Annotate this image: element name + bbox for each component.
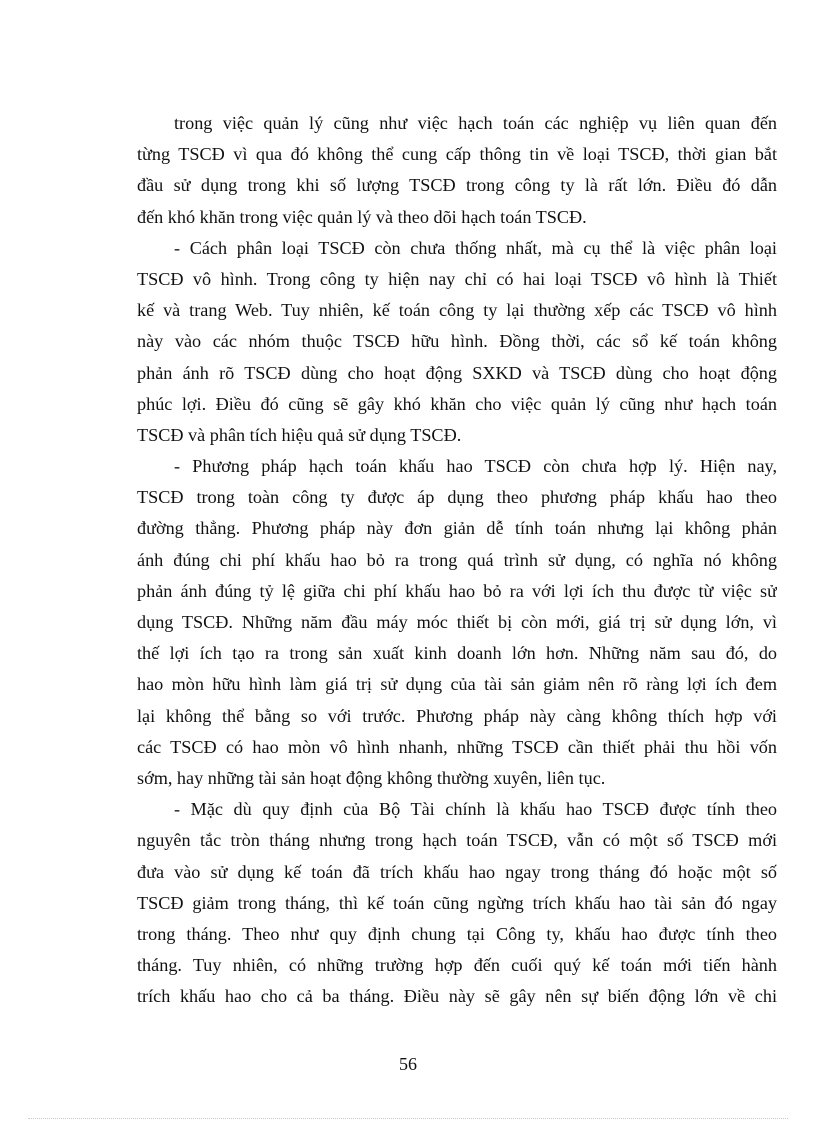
text-line: - Phương pháp hạch toán khấu hao TSCĐ còn chưa hợp lý. Hiện nay, xyxy=(174,456,777,477)
text-line: đến khó khăn trong việc quản lý và theo dõi hạch toán TSCĐ. xyxy=(137,206,587,227)
text-line: này vào các nhóm thuộc TSCĐ hữu hình. Đồng thời, các sổ kế toán không xyxy=(137,331,777,352)
text-line: TSCĐ vô hình. Trong công ty hiện nay chỉ có hai loại TSCĐ vô hình là Thiết xyxy=(137,268,777,289)
text-line: TSCĐ và phân tích hiệu quả sử dụng TSCĐ. xyxy=(137,424,462,445)
page-bottom-divider xyxy=(28,1118,788,1119)
text-line: tháng. Tuy nhiên, có những trường hợp đến cuối quý kế toán mới tiến hành xyxy=(137,955,777,976)
text-line: lại không thể bằng so với trước. Phương pháp này càng không thích hợp với xyxy=(137,705,777,726)
text-line: dụng TSCĐ. Những năm đầu máy móc thiết bị còn mới, giá trị sử dụng lớn, vì xyxy=(137,612,777,632)
text-line: phản ánh rõ TSCĐ dùng cho hoạt động SXKD và TSCĐ dùng cho hoạt động xyxy=(137,362,777,383)
text-line: phúc lợi. Điều đó cũng sẽ gây khó khăn cho việc quản lý cũng như hạch toán xyxy=(137,393,777,414)
paragraph-2 xyxy=(137,233,777,451)
text-line: ánh đúng chi phí khấu hao bỏ ra trong quá trình sử dụng, có nghĩa nó không xyxy=(137,549,777,570)
text-line: nguyên tắc tròn tháng nhưng trong hạch toán TSCĐ, vẫn có một số TSCĐ mới xyxy=(137,830,777,851)
page-number: 56 xyxy=(399,1054,417,1074)
text-line: TSCĐ giảm trong tháng, thì kế toán cũng ngừng trích khấu hao tài sản đó ngay xyxy=(137,892,777,913)
text-line: trong việc quản lý cũng như việc hạch toán các nghiệp vụ liên quan đến xyxy=(174,113,777,133)
text-line: đường thẳng. Phương pháp này đơn giản dễ tính toán nhưng lại không phản xyxy=(137,518,777,539)
text-line: từng TSCĐ vì qua đó không thể cung cấp thông tin về loại TSCĐ, thời gian bắt xyxy=(137,144,777,165)
paragraph-3 xyxy=(137,451,777,794)
text-line: đưa vào sử dụng kế toán đã trích khấu hao ngay trong tháng đó hoặc một số xyxy=(137,861,777,882)
text-line: trong tháng. Theo như quy định chung tại Công ty, khấu hao được tính theo xyxy=(137,923,777,944)
text-line: - Mặc dù quy định của Bộ Tài chính là khấu hao TSCĐ được tính theo xyxy=(174,799,777,820)
text-line: trích khấu hao cho cả ba tháng. Điều này sẽ gây nên sự biến động lớn về chi xyxy=(137,986,777,1007)
paragraph-1 xyxy=(137,108,777,233)
body-text xyxy=(137,108,777,1012)
text-line: các TSCĐ có hao mòn vô hình nhanh, những TSCĐ cần thiết phải thu hồi vốn xyxy=(137,736,777,757)
text-line: phản ánh đúng tỷ lệ giữa chi phí khấu hao bỏ ra với lợi ích thu được từ việc sử xyxy=(137,580,777,601)
text-line: hao mòn hữu hình làm giá trị sử dụng của tài sản giảm nên rõ ràng lợi ích đem xyxy=(137,674,777,695)
text-line: kế và trang Web. Tuy nhiên, kế toán công ty lại thường xếp các TSCĐ vô hình xyxy=(137,300,777,321)
text-line: TSCĐ trong toàn công ty được áp dụng theo phương pháp khấu hao theo xyxy=(137,487,777,508)
text-line: - Cách phân loại TSCĐ còn chưa thống nhất, mà cụ thể là việc phân loại xyxy=(174,237,777,258)
text-line: thế lợi ích tạo ra trong sản xuất kinh doanh lớn hơn. Những năm sau đó, do xyxy=(137,643,777,664)
paragraph-4 xyxy=(137,794,777,1012)
text-line: sớm, hay những tài sản hoạt động không thường xuyên, liên tục. xyxy=(137,767,606,788)
text-line: đầu sử dụng trong khi số lượng TSCĐ trong công ty là rất lớn. Điều đó dẫn xyxy=(137,175,777,196)
